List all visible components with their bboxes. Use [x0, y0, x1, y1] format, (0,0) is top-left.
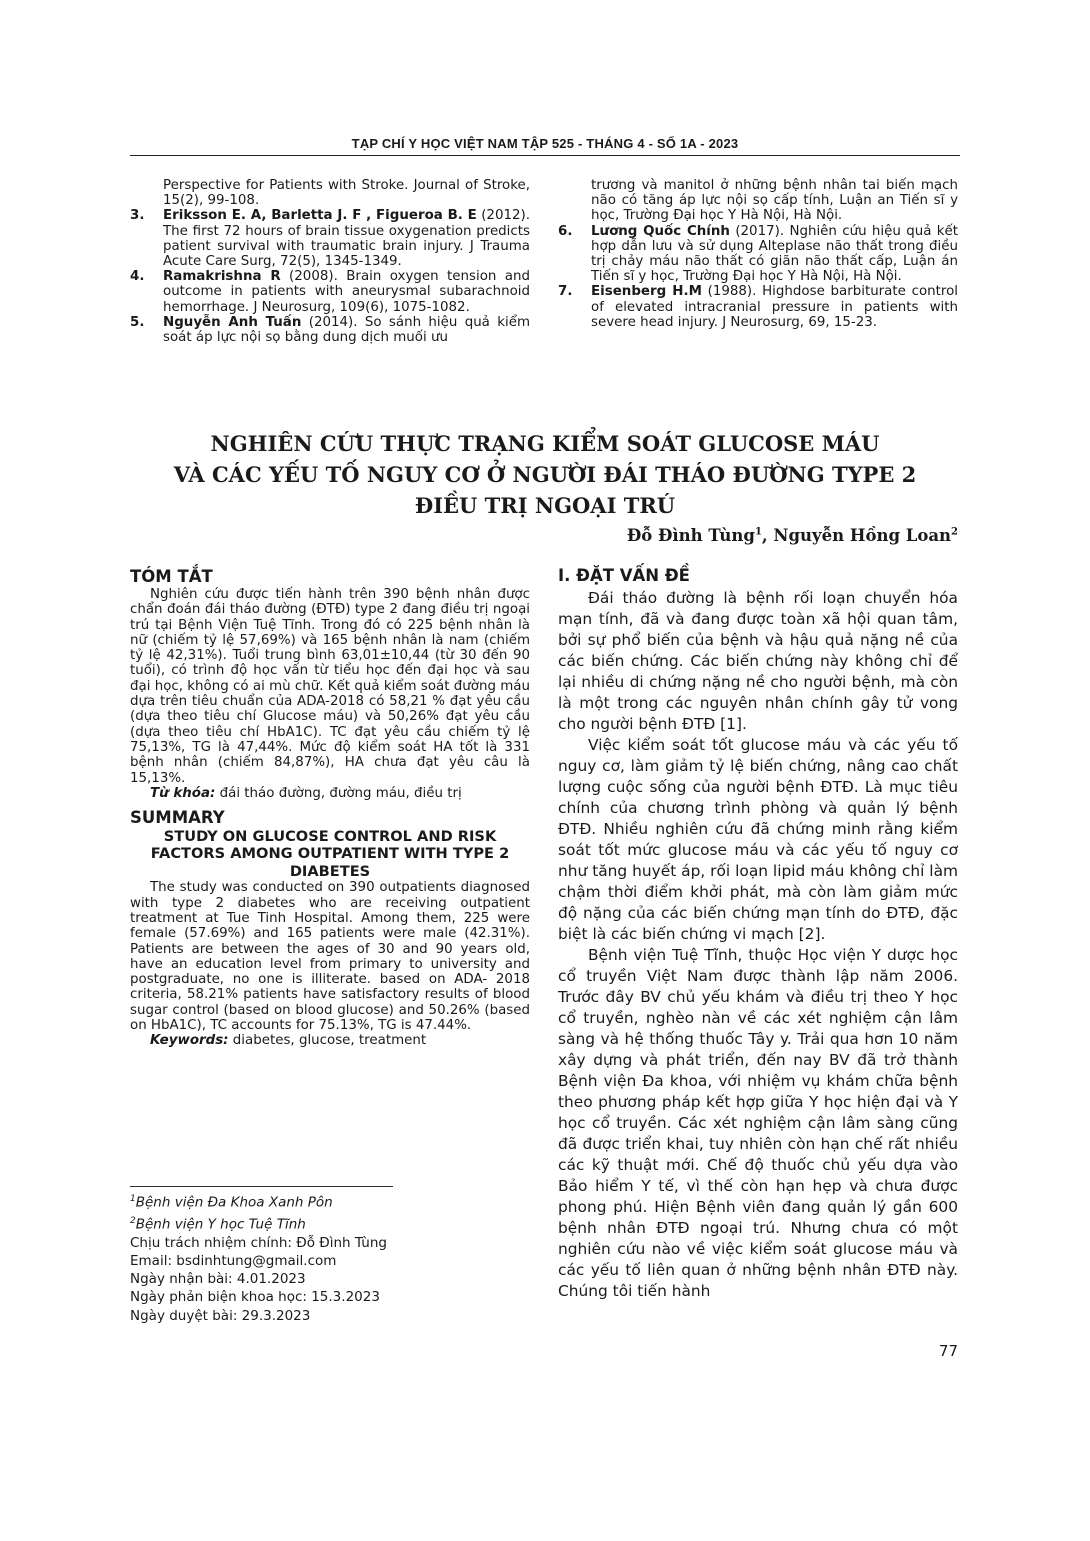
reference-item — [130, 315, 530, 345]
reference-text: (2017). Nghiên cứu hiệu quả kết hợp dẫn lưu và sử dụng Alteplase não thất trong điều trị chảy máu não thất có giãn não thất cấp, Luận án Tiến sĩ y học, Trường Đại học Y Hà Nội, Hà Nội. — [591, 223, 958, 285]
affiliation-1 — [130, 1190, 530, 1212]
introduction-column — [558, 566, 958, 1302]
reference-number: 5. — [130, 314, 145, 330]
references-left — [130, 178, 530, 345]
references-right — [558, 178, 958, 330]
reference-number: 6. — [558, 223, 573, 239]
reference-item — [130, 269, 530, 315]
corresponding-author: Chịu trách nhiệm chính: Đỗ Đình Tùng — [130, 1234, 387, 1251]
keywords-vi — [130, 786, 530, 802]
reference-continuation: Perspective for Patients with Stroke. Journal of Stroke, 15(2), 99-108. — [163, 178, 530, 209]
summary-heading: SUMMARY — [130, 807, 225, 827]
keywords-text: đái tháo đường, đường máu, điều trị — [215, 785, 462, 801]
page-number: 77 — [938, 1342, 958, 1360]
affiliation-text: Bệnh viện Đa Khoa Xanh Pôn — [135, 1194, 333, 1211]
intro-paragraph: Việc kiểm soát tốt glucose máu và các yếu tố nguy cơ, làm giảm tỷ lệ biến chứng, nâng cao chất lượng cuộc sống của người bệnh ĐTĐ. Là mục tiêu chính của chương trình phòng và quản lý bệnh ĐTĐ. Nhiều nghiên cứu đã chứng minh rằng kiểm soát tốt mức glucose máu và các yếu tố nguy cơ như tăng huyết áp, rối loạn lipid máu không chỉ làm chậm thời điểm khởi phát, mà còn làm giảm mức độ nặng của các biến chứng mạn tính do ĐTĐ, đặc biệt là các biến chứng vi mạch [2]. — [558, 736, 958, 943]
contact-email: Email: bsdinhtung@gmail.com — [130, 1252, 337, 1269]
affiliation-mark: 2 — [130, 1215, 136, 1226]
reference-text: (2008). Brain oxygen tension and outcome in patients with aneurysmal subarachnoid hemorrhage. J Neurosurg, 109(6), 1075-1082. — [163, 269, 530, 315]
reference-number: 4. — [130, 269, 145, 285]
reference-item — [558, 224, 958, 285]
intro-paragraph: Đái tháo đường là bệnh rối loạn chuyển hóa mạn tính, đã và đang được toàn xã hội quan tâm, bởi sự phổ biến của bệnh và hậu quả nặng nề của các biến chứng. Các biến chứng này không chỉ để lại nhiều di chứng nặng nề cho người bệnh, mà còn là một trong các nguyên nhân chính gây tử vong cho người bệnh ĐTĐ [1]. — [558, 589, 958, 733]
reference-number: 7. — [558, 284, 573, 300]
intro-paragraph: Bệnh viện Tuệ Tĩnh, thuộc Học viện Y dược học cổ truyền Việt Nam được thành lập năm 2006. Trước đây BV chủ yếu khám và điều trị theo Y học cổ truyền, nghèo nàn về các xét nghiệm cận lâm sàng và hệ thống thuốc Tây y. Trải qua hơn 10 năm xây dựng và phát triển, đến nay BV đã trở thành Bệnh viện Đa khoa, với nhiệm vụ khám chữa bệnh theo phương pháp kết hợp giữa Y học hiện đại và Y học cổ truyền. Các xét nghiệm cận lâm sàng cũng đã được triển khai, tuy nhiên còn hạn chế rất nhiều các kỹ thuật mới. Chế độ thuốc chủ yếu dựa vào Bảo hiểm Y tế, vì thế còn hạn hẹp và chưa được phong phú. Hiện Bệnh viên đang quản lý gần 600 bệnh nhân ĐTĐ ngoại trú. Nhưng chưa có một nghiên cứu nào về việc kiểm soát glucose máu và các yếu tố liên quan ở những bệnh nhân ĐTĐ này. Chúng tôi tiến hành — [558, 946, 958, 1300]
reference-text: (2012). The first 72 hours of brain tissue oxygenation predicts patient survival with traumatic brain injury. J Trauma Acute Care Surg, 72(5), 1345-1349. — [163, 208, 530, 270]
reference-author: Eisenberg H.M — [591, 284, 702, 300]
abstract-vi-heading: TÓM TẮT — [130, 567, 213, 586]
reference-author: Eriksson E. A, Barletta J. F , Figueroa B. E — [163, 208, 477, 224]
abstract-vi-text: Nghiên cứu được tiến hành trên 390 bệnh nhân được chẩn đoán đái tháo đường (ĐTĐ) type 2 đang điều trị ngoại trú tại Bệnh Viện Tuệ Tĩnh. Trong đó có 225 bệnh nhân là nữ (chiếm tỷ lệ 57,69%) và 165 bệnh nhân là nam (chiếm tỷ lệ 42,31%). Tuổi trung bình 63,01±10,44 (từ 30 đến 90 tuổi), có trình độ học vấn từ tiểu học đến đại học và sau đại học, không có ai mù chữ. Kết quả kiểm soát đường máu dựa trên tiêu chuẩn của ADA-2018 có 58,21 % đạt yêu cầu (dựa theo tiêu chí Glucose máu) và 50,26% đạt yêu cầu (dựa theo tiêu chí HbA1C). TC đạt yêu cầu chiếm tỷ lệ 75,13%, TG là 47,44%. Mức độ kiểm soát HA tốt là 331 bệnh nhân (chiếm 84,87%), HA chưa đạt yêu câu là 15,13%. — [130, 587, 530, 786]
affiliation-mark: 1 — [754, 526, 762, 538]
author-name: Đỗ Đình Tùng — [626, 526, 755, 545]
affiliation-text: Bệnh viện Y học Tuệ Tĩnh — [135, 1216, 306, 1233]
title-line: ĐIỀU TRỊ NGOẠI TRÚ — [414, 493, 676, 518]
author-list — [560, 526, 958, 545]
reference-text: (2014). So sánh hiệu quả kiểm soát áp lực nội sọ bằng dung dịch muối ưu — [163, 314, 530, 346]
article-title — [130, 428, 960, 521]
footnote-rule — [130, 1186, 393, 1187]
reference-author: Ramakrishna R — [163, 269, 281, 285]
title-line: VÀ CÁC YẾU TỐ NGUY CƠ Ở NGƯỜI ĐÁI THÁO ĐƯỜNG TYPE 2 — [173, 462, 917, 487]
reference-author: Lương Quốc Chính — [591, 223, 730, 239]
footnotes — [130, 1190, 530, 1325]
summary-text: The study was conducted on 390 outpatients diagnosed with type 2 diabetes who are receiving outpatient treatment at Tue Tinh Hospital. Among them, 225 were female (57.69%) and 165 patients were male (42.31%). Patients are between the ages of 30 and 90 years old, have an education level from primary to university and postgraduate, no one is illiterate. based on ADA- 2018 criteria, 58.21% patients have satisfactory results of blood sugar control (based on blood glucose) and 50.26% (based on HbA1C), TC accounts for 75.13%, TG is 47.44%. — [130, 880, 530, 1034]
header-rule — [130, 155, 960, 156]
reference-author: Nguyễn Anh Tuấn — [163, 314, 302, 330]
keywords-en — [130, 1033, 530, 1049]
reference-continuation: trương và manitol ở những bệnh nhân tai biến mạch não có tăng áp lực nội sọ cấp tính, Luận an Tiến sĩ y học, Trường Đại học Y Hà Nội, Hà Nội. — [591, 178, 958, 224]
introduction-heading: I. ĐẶT VẤN ĐỀ — [558, 566, 690, 585]
keywords-label: Keywords: — [150, 1033, 229, 1049]
summary-title: STUDY ON GLUCOSE CONTROL AND RISK FACTORS AMONG OUTPATIENT WITH TYPE 2 DIABETES — [150, 827, 510, 880]
reference-number: 3. — [130, 208, 145, 224]
affiliation-2 — [130, 1212, 530, 1234]
date-reviewed: Ngày phản biện khoa học: 15.3.2023 — [130, 1289, 380, 1306]
affiliation-mark: 2 — [951, 526, 958, 538]
author-separator: , — [761, 526, 774, 545]
date-accepted: Ngày duyệt bài: 29.3.2023 — [130, 1307, 311, 1324]
running-header: TẠP CHÍ Y HỌC VIỆT NAM TẬP 525 - THÁNG 4 - SỐ 1A - 2023 — [351, 136, 739, 151]
title-line: NGHIÊN CỨU THỰC TRẠNG KIỂM SOÁT GLUCOSE MÁU — [210, 431, 880, 456]
affiliation-mark: 1 — [130, 1194, 136, 1204]
date-received: Ngày nhận bài: 4.01.2023 — [130, 1271, 306, 1288]
keywords-label: Từ khóa: — [150, 785, 216, 801]
reference-item — [130, 208, 530, 269]
author-name: Nguyễn Hồng Loan — [773, 526, 952, 545]
abstract-column — [130, 567, 530, 1049]
reference-item — [558, 284, 958, 330]
reference-text: (1988). Highdose barbiturate control of elevated intracranial pressure in patients with severe head injury. J Neurosurg, 69, 15-23. — [591, 284, 958, 330]
keywords-text: diabetes, glucose, treatment — [228, 1033, 427, 1049]
